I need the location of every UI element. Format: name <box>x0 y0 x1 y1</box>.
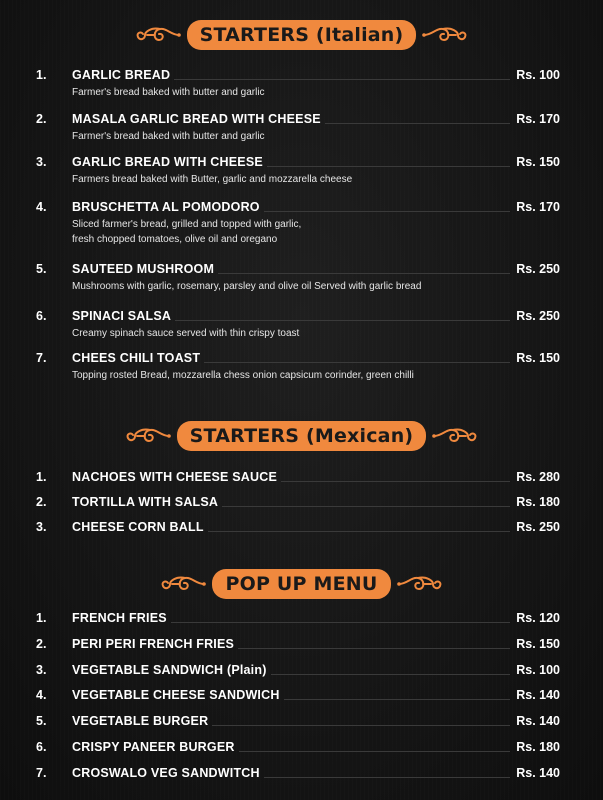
item-description: fresh chopped tomatoes, olive oil and oregano <box>72 234 278 245</box>
menu-item-row <box>0 495 603 511</box>
swirl-ornament-icon <box>125 425 171 447</box>
dotted-leader <box>174 79 510 80</box>
item-price: Rs. 170 <box>516 200 560 214</box>
menu-item-row <box>0 68 603 84</box>
dotted-leader <box>267 166 510 167</box>
item-number: 7. <box>36 766 47 780</box>
item-name: NACHOES WITH CHEESE SAUCE <box>72 470 278 484</box>
menu-item-row <box>0 663 603 679</box>
dotted-leader <box>271 674 510 675</box>
dotted-leader <box>212 725 510 726</box>
dotted-leader <box>222 506 510 507</box>
menu-item-row <box>0 740 603 756</box>
item-description: Topping rosted Bread, mozzarella chess onion capsicum corinder, green chilli <box>72 370 414 381</box>
item-name: SAUTEED MUSHROOM <box>72 262 215 276</box>
item-price: Rs. 280 <box>516 470 560 484</box>
dotted-leader <box>325 123 510 124</box>
dotted-leader <box>204 362 510 363</box>
menu-item <box>0 112 603 142</box>
dotted-leader <box>264 211 510 212</box>
item-name: SPINACI SALSA <box>72 309 172 323</box>
menu-item <box>0 637 603 653</box>
menu-item <box>0 200 603 245</box>
item-price: Rs. 120 <box>516 611 560 625</box>
item-name: PERI PERI FRENCH FRIES <box>72 637 235 651</box>
item-price: Rs. 250 <box>516 520 560 534</box>
menu-item-row <box>0 309 603 325</box>
item-number: 5. <box>36 714 47 728</box>
item-name: VEGETABLE CHEESE SANDWICH <box>72 688 280 702</box>
item-number: 6. <box>36 740 47 754</box>
item-number: 6. <box>36 309 47 323</box>
item-description: Mushrooms with garlic, rosemary, parsley and olive oil Served with garlic bread <box>72 281 422 292</box>
item-name: VEGETABLE SANDWICH (Plain) <box>72 663 267 677</box>
item-description: Farmer's bread baked with butter and garlic <box>72 131 265 142</box>
menu-item-row <box>0 155 603 171</box>
dotted-leader <box>264 777 510 778</box>
item-price: Rs. 100 <box>516 68 560 82</box>
dotted-leader <box>218 273 510 274</box>
item-price: Rs. 150 <box>516 351 560 365</box>
item-number: 4. <box>36 688 47 702</box>
item-number: 7. <box>36 351 47 365</box>
item-number: 2. <box>36 112 47 126</box>
section-title: STARTERS (Italian) <box>187 20 417 50</box>
item-name: MASALA GARLIC BREAD WITH CHEESE <box>72 112 321 126</box>
item-description: Sliced farmer's bread, grilled and topped with garlic, <box>72 219 302 230</box>
item-price: Rs. 170 <box>516 112 560 126</box>
dotted-leader <box>238 648 510 649</box>
menu-item-row <box>0 611 603 627</box>
menu-item <box>0 68 603 98</box>
item-price: Rs. 250 <box>516 309 560 323</box>
item-number: 1. <box>36 611 47 625</box>
menu-item-row <box>0 637 603 653</box>
section-title: STARTERS (Mexican) <box>177 421 427 451</box>
menu-item <box>0 309 603 339</box>
section-header <box>0 419 603 453</box>
item-name: CHEES CHILI TOAST <box>72 351 201 365</box>
item-price: Rs. 180 <box>516 495 560 509</box>
menu-item <box>0 520 603 536</box>
section-title: POP UP MENU <box>212 569 390 599</box>
swirl-ornament-icon <box>432 425 478 447</box>
item-name: GARLIC BREAD <box>72 68 171 82</box>
item-name: VEGETABLE BURGER <box>72 714 209 728</box>
item-number: 5. <box>36 262 47 276</box>
dotted-leader <box>208 531 510 532</box>
menu-item <box>0 351 603 381</box>
item-number: 3. <box>36 520 47 534</box>
item-name: FRENCH FRIES <box>72 611 167 625</box>
dotted-leader <box>171 622 510 623</box>
item-number: 1. <box>36 68 47 82</box>
dotted-leader <box>239 751 510 752</box>
item-number: 2. <box>36 637 47 651</box>
item-price: Rs. 140 <box>516 688 560 702</box>
menu-item-row <box>0 520 603 536</box>
menu-item <box>0 155 603 185</box>
menu-item-row <box>0 714 603 730</box>
dotted-leader <box>281 481 510 482</box>
item-price: Rs. 180 <box>516 740 560 754</box>
item-price: Rs. 140 <box>516 714 560 728</box>
menu-item <box>0 688 603 704</box>
item-price: Rs. 140 <box>516 766 560 780</box>
item-name: CRISPY PANEER BURGER <box>72 740 235 754</box>
menu-item <box>0 495 603 511</box>
menu-item <box>0 663 603 679</box>
dotted-leader <box>284 699 510 700</box>
menu-item <box>0 611 603 627</box>
item-name: CROSWALO VEG SANDWITCH <box>72 766 260 780</box>
item-price: Rs. 150 <box>516 155 560 169</box>
menu-item <box>0 766 603 782</box>
menu-item-row <box>0 766 603 782</box>
menu-item-row <box>0 470 603 486</box>
item-number: 2. <box>36 495 47 509</box>
item-description: Creamy spinach sauce served with thin crispy toast <box>72 328 300 339</box>
swirl-ornament-icon <box>135 24 181 46</box>
section-header <box>0 567 603 601</box>
section-header <box>0 18 603 52</box>
item-price: Rs. 250 <box>516 262 560 276</box>
item-description: Farmers bread baked with Butter, garlic and mozzarella cheese <box>72 174 353 185</box>
menu-item-row <box>0 351 603 367</box>
menu-item-row <box>0 262 603 278</box>
item-description: Farmer's bread baked with butter and garlic <box>72 87 265 98</box>
menu-item <box>0 714 603 730</box>
item-name: BRUSCHETTA AL POMODORO <box>72 200 260 214</box>
swirl-ornament-icon <box>160 573 206 595</box>
menu-item <box>0 262 603 292</box>
menu-item <box>0 470 603 486</box>
item-number: 4. <box>36 200 47 214</box>
item-name: GARLIC BREAD WITH CHEESE <box>72 155 263 169</box>
item-number: 3. <box>36 663 47 677</box>
item-price: Rs. 100 <box>516 663 560 677</box>
menu-item <box>0 740 603 756</box>
dotted-leader <box>175 320 510 321</box>
swirl-ornament-icon <box>422 24 468 46</box>
item-price: Rs. 150 <box>516 637 560 651</box>
item-name: TORTILLA WITH SALSA <box>72 495 219 509</box>
swirl-ornament-icon <box>397 573 443 595</box>
item-name: CHEESE CORN BALL <box>72 520 204 534</box>
item-number: 1. <box>36 470 47 484</box>
menu-item-row <box>0 200 603 216</box>
menu-item-row <box>0 688 603 704</box>
menu-item-row <box>0 112 603 128</box>
item-number: 3. <box>36 155 47 169</box>
